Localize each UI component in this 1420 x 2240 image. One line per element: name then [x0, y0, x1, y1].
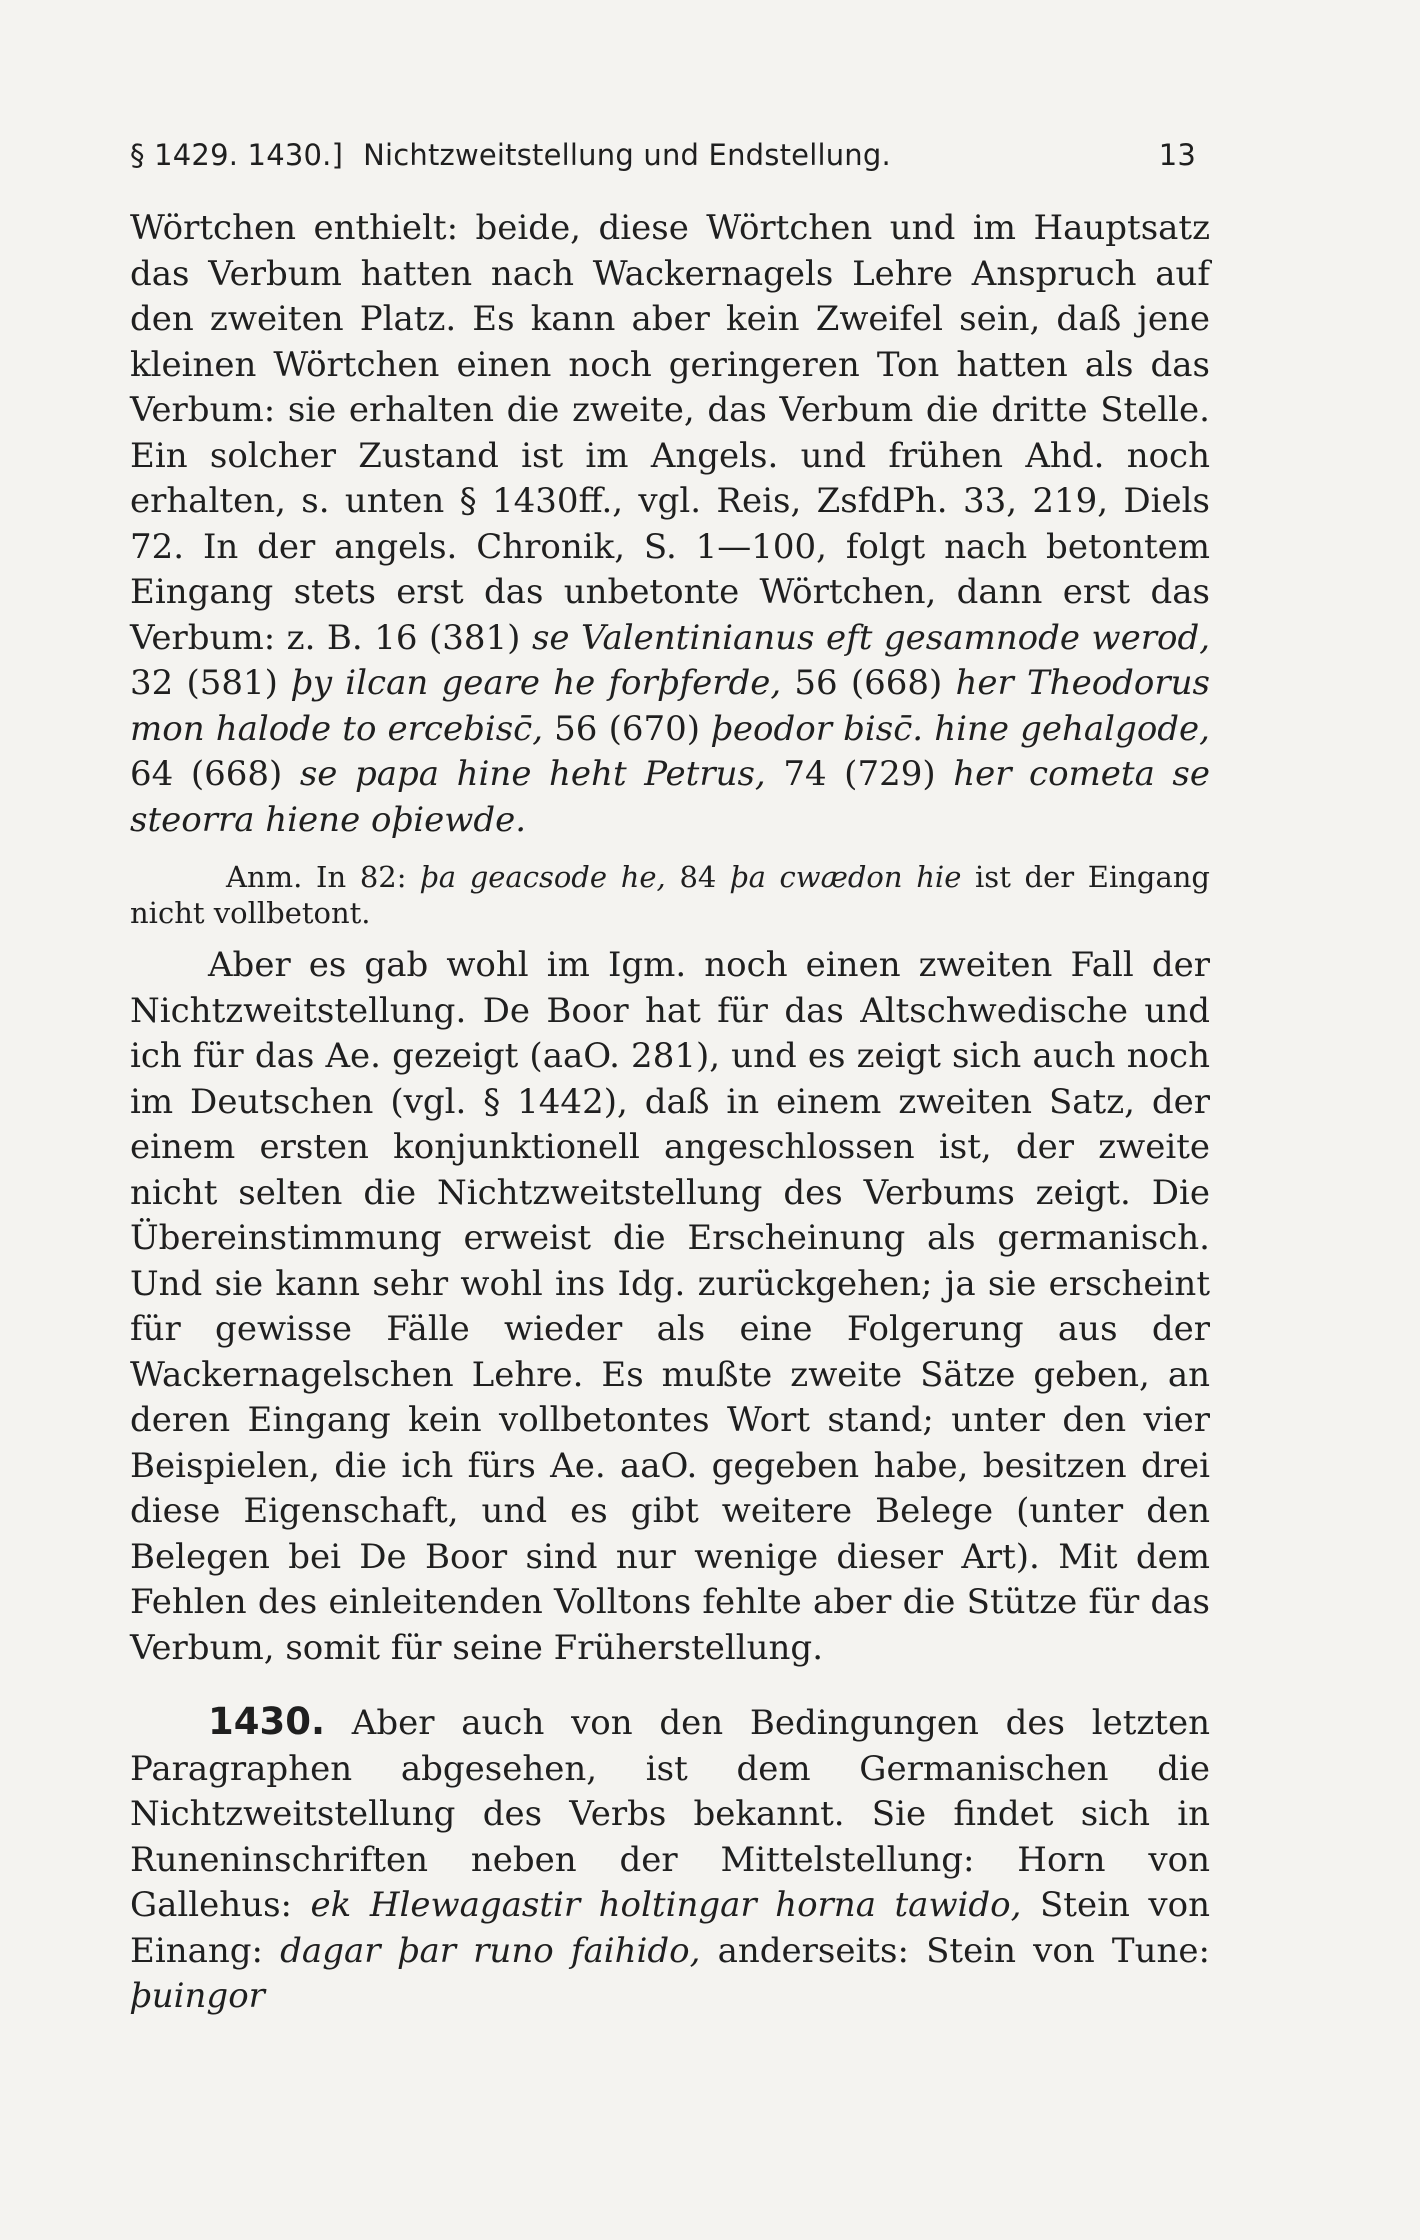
example-text: þy ilcan geare he forþferde,	[291, 663, 782, 703]
example-text: her cometa se steorra hiene oþiewde.	[130, 754, 1210, 840]
section-number: 1430.	[208, 1700, 326, 1743]
paragraph-continuation	[130, 206, 1210, 843]
example-text: þa cwædon hie	[730, 860, 962, 894]
text-run: Aber auch von den Bedingungen des letzten Paragraphen abgesehen, ist dem Germanischen die Nichtzweitstellung des Verbs bekannt. Sie findet sich in Runeninschriften neben der Mittelstellung: Horn von Gallehus:	[130, 1703, 1210, 1925]
text-run: ist der Eingang nicht vollbetont.	[130, 860, 1210, 930]
text-run: 74 (729)	[765, 754, 954, 794]
paragraph-second-case: Aber es gab wohl im Igm. noch einen zweiten Fall der Nichtzweitstellung. De Boor hat für das Altschwedische und ich für das Ae. gezeigt (aaO. 281), und es zeigt sich auch noch im Deutschen (vgl. § 1442), daß in einem zweiten Satz, der einem ersten konjunktionell angeschlossen ist, der zweite nicht selten die Nichtzweitstellung des Verbums zeigt. Die Übereinstimmung erweist die Erscheinung als germanisch. Und sie kann sehr wohl ins Idg. zurückgehen; ja sie erscheint für gewisse Fälle wieder als eine Folgerung aus der Wackernagelschen Lehre. Es mußte zweite Sätze geben, an deren Eingang kein vollbetontes Wort stand; unter den vier Beispielen, die ich fürs Ae. aaO. gegeben habe, besitzen drei diese Eigenschaft, und es gibt weitere Belege (unter den Belegen bei De Boor sind nur wenige dieser Art). Mit dem Fehlen des einleitenden Volltons fehlte aber die Stütze für das Verbum, somit für seine Früherstellung.	[130, 945, 1210, 1668]
example-text: þa geacsode he,	[420, 860, 666, 894]
text-run: 56 (670)	[543, 708, 712, 749]
text-run: anderseits: Stein von Tune:	[700, 1930, 1210, 1971]
example-text: dagar þar runo faihido,	[280, 1930, 701, 1971]
example-text: her Theodorus mon halode to ercebisc̄,	[130, 663, 1210, 749]
example-text: þuingor	[130, 1976, 265, 2016]
text-run: Anm. In 82:	[226, 860, 421, 894]
text-run: Wörtchen enthielt: beide, diese Wörtchen und im Hauptsatz das Verbum hatten nach Wackernagels Lehre Anspruch auf den zweiten Platz. Es kann aber kein Zweifel sein, daß jene kleinen Wörtchen einen noch geringeren Ton hatten als das Verbum: sie erhalten die zweite, das Verbum die dritte Stelle. Ein solcher Zustand ist im Angels. und frühen Ahd. noch erhalten, s. unten § 1430ff., vgl. Reis, ZsfdPh. 33, 219, Diels 72. In der angels. Chronik, S. 1—100, folgt nach betontem Eingang stets erst das unbetonte Wörtchen, dann erst das Verbum: z. B. 16 (381)	[130, 208, 1210, 658]
section-1430	[130, 1699, 1210, 2020]
text-run: 84	[665, 860, 731, 894]
annotation-note	[130, 859, 1210, 931]
text-run: 64 (668)	[130, 754, 300, 794]
example-text: þeodor bisc̄. hine gehalgode,	[711, 708, 1210, 749]
text-run: Stein von Einang:	[130, 1885, 1210, 1971]
chapter-title: Nichtzweitstellung und Endstellung.	[363, 138, 891, 172]
text-run: 32 (581)	[130, 663, 292, 703]
example-text: se papa hine heht Petrus,	[299, 754, 766, 794]
example-text: ek Hlewagastir holtingar horna tawido,	[310, 1885, 1022, 1925]
page-number: 13	[1158, 138, 1196, 172]
section-reference: § 1429. 1430.]	[130, 138, 344, 172]
example-text: se Valentinianus eft gesamnode werod,	[531, 617, 1211, 658]
text-run: 56 (668)	[781, 663, 956, 703]
running-head	[130, 138, 1210, 172]
